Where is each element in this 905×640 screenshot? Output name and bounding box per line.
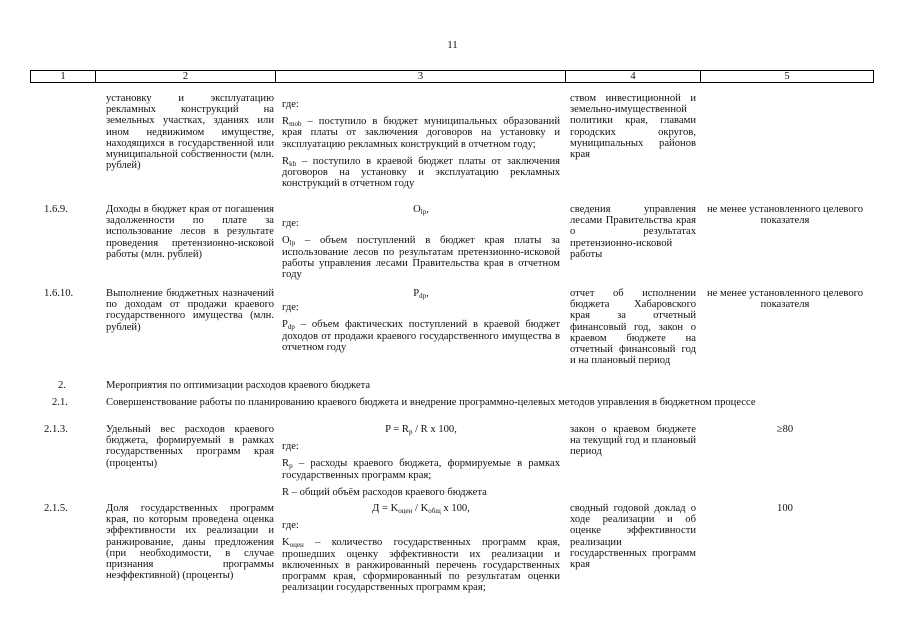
where-label: где: — [282, 218, 299, 230]
page-number: 11 — [447, 39, 458, 51]
header-col-3: 3 — [276, 71, 566, 83]
data-source: закон о краевом бюджете на текущий год и плановый период — [570, 424, 696, 458]
target-value: 100 — [777, 503, 793, 514]
definition: $P_{dp}$ – объем фактических поступлений в краевой бюджет доходов от продажи краевого государственного имущества в отчетном году — [282, 319, 560, 353]
row-number: 2.1.3. — [44, 424, 68, 435]
data-source: сведения управления лесами Правительства края о результатах претензионно-исковой работы — [570, 204, 696, 260]
indicator-name: Удельный вес расходов краевого бюджета, формируемый в рамках государственных программ края (проценты) — [106, 424, 274, 469]
formula: $Д = K_{оцен} / K_{общ}$ x 100, — [372, 503, 470, 515]
where-label: где: — [282, 520, 299, 532]
table-header — [30, 70, 874, 83]
data-source: отчет об исполнении бюджета Хабаровского края за отчетный финансовый год, закон о краевом бюджете на отчетный финансовый год и на плановый период — [570, 288, 696, 367]
definition: $R_{mob}$ – поступило в бюджет муниципальных образований края платы от заключения договоров на установку и эксплуатацию рекламных конструкций в отчетном году; — [282, 116, 560, 150]
header-col-2: 2 — [96, 71, 276, 83]
data-source: сводный годовой доклад о ходе реализации и об оценке эффективности реализации государственных программ края — [570, 503, 696, 571]
section-title: Мероприятия по оптимизации расходов краевого бюджета — [106, 380, 371, 391]
calculation-method — [282, 99, 560, 190]
where-label: где: — [282, 441, 299, 453]
definition: $R_p$ – расходы краевого бюджета, формируемые в рамках государственных программ края; — [282, 458, 560, 481]
header-col-5: 5 — [701, 71, 874, 83]
header-col-1: 1 — [31, 71, 96, 83]
calculation-method — [282, 288, 560, 353]
definition: $K_{оцен}$ – количество государственных программ края, прошедших оценку эффективности их реализации и включенных в ранжированный перечень государственных программ края, сформированный по результатам оценки реализации государственных программ края; — [282, 537, 560, 594]
formula: $P_{dp}$, — [413, 288, 429, 300]
row-number: 1.6.9. — [44, 204, 68, 215]
indicator-name: установку и эксплуатацию рекламных конструкций на земельных участках, зданиях или ином недвижимом имуществе, находящихся в государственной или муниципальной собственности (млн. рублей) — [106, 93, 274, 172]
where-label: где: — [282, 302, 299, 314]
target-value: не менее установленного целевого показателя — [706, 204, 864, 227]
indicator-name: Доля государственных программ края, по которым проведена оценка эффективности их реализации и ранжирование, даны предложения (при необходимости, в случае признания программы неэффективной) (проценты) — [106, 503, 274, 582]
data-source: ством инвестиционной и земельно-имущественной политики края, главами городских округов, муниципальных районов края — [570, 93, 696, 161]
calculation-method — [282, 204, 560, 280]
formula: $P = R_p / R$ x 100, — [385, 424, 457, 436]
target-value: ≥80 — [776, 424, 794, 435]
formula: $O_{lp}$, — [413, 204, 429, 216]
target-value: не менее установленного целевого показателя — [706, 288, 864, 311]
header-col-4: 4 — [566, 71, 701, 83]
row-number: 2.1.5. — [44, 503, 68, 514]
definition: $R_{kb}$ – поступило в краевой бюджет платы от заключения договоров на установку и эксплуатацию рекламных конструкций в отчетном году — [282, 155, 560, 190]
section-number: 2. — [58, 380, 66, 391]
indicator-name: Выполнение бюджетных назначений по доходам от продажи краевого государственного имущества (млн. рублей) — [106, 288, 274, 333]
definition: $O_{lp}$ – объем поступлений в бюджет края платы за использование лесов по результатам претензионно-исковой работы управления лесами Правительства края в отчетном году — [282, 235, 560, 281]
calculation-method — [282, 503, 560, 594]
definition: R – общий объём расходов краевого бюджета — [282, 486, 487, 498]
row-number: 1.6.10. — [44, 288, 74, 299]
section-title: Совершенствование работы по планированию краевого бюджета и внедрение программно-целевых методов управления в бюджетном процессе — [106, 397, 756, 408]
indicator-name: Доходы в бюджет края от погашения задолженности по плате за использование лесов в результате проведения претензионно-исковой работы (млн. рублей) — [106, 204, 274, 260]
calculation-method — [282, 424, 560, 498]
where-label: где: — [282, 99, 299, 110]
section-number: 2.1. — [52, 397, 68, 408]
